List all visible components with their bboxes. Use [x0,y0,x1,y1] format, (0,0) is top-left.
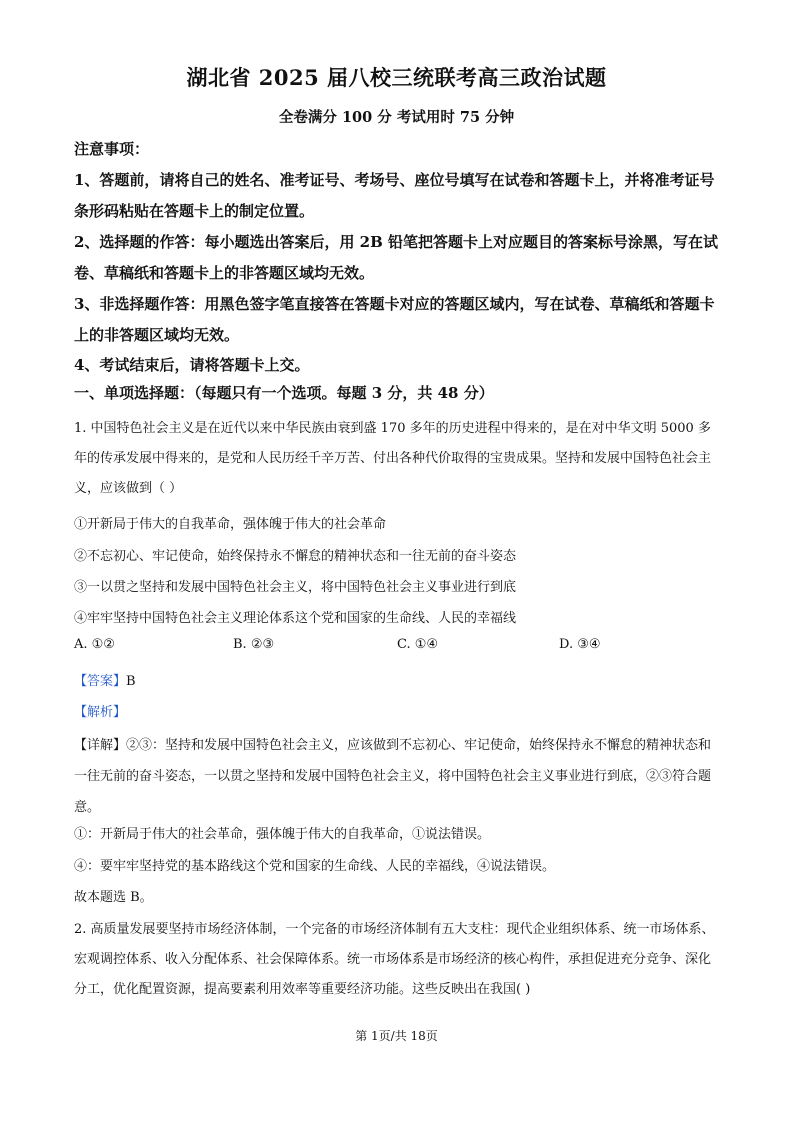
notice-item-3: 3、非选择题作答：用黑色签字笔直接答在答题卡对应的答题区域内，写在试卷、草稿纸和答题卡上的非答题区域均无效。 [74,295,715,344]
page-subtitle: 全卷满分 100 分 考试用时 75 分钟 [278,109,515,126]
answer-line [74,670,136,689]
detail-line-3: 故本题选 B。 [74,890,153,905]
question-1-option-3: ③一以贯之坚持和发展中国特色社会主义，将中国特色社会主义事业进行到底 [74,580,517,595]
page-footer: 第 1页/共 18页 [355,1029,438,1043]
notice-item-2: 2、选择题的作答：每小题选出答案后，用 2B 铅笔把答题卡上对应题目的答案标号涂黑，写在试卷、草稿纸和答题卡上的非答题区域均无效。 [74,233,719,282]
question-1-stem: 1. 中国特色社会主义是在近代以来中华民族由衰到盛 170 多年的历史进程中得来的，是在对中华文明 5000 多年的传承发展中得来的，是党和人民历经千辛万苦、付出各种代价取得的宝贵成果。坚持和发展中国特色社会主义，应该做到（ ） [74,421,712,496]
notice-item-4: 4、考试结束后，请将答题卡上交。 [74,356,310,374]
detail-line-2: ④：要牢牢坚持党的基本路线这个党和国家的生命线、人民的幸福线，④说法错误。 [74,859,556,874]
choice-d: D. ③④ [559,637,601,652]
answer-tag: 【答案】 [74,674,127,689]
detail-paragraph [74,730,724,823]
choice-b: B. ②③ [233,637,275,652]
detail-text: ②③：坚持和发展中国特色社会主义，应该做到不忘初心、牢记使命，始终保持永不懈怠的精神状态和一往无前的奋斗姿态，一以贯之坚持和发展中国特色社会主义，将中国特色社会主义事业进行到底，②③符合题意。 [74,738,712,815]
notice-heading: 注意事项： [74,140,150,158]
answer-value: B [126,674,136,689]
question-1-option-2: ②不忘初心、牢记使命，始终保持永不懈怠的精神状态和一往无前的奋斗姿态 [74,549,517,564]
choice-a: A. ①② [74,637,115,652]
analysis-tag: 【解析】 [74,705,127,720]
page-title: 湖北省 2025 届八校三统联考高三政治试题 [186,65,607,90]
notice-item-1: 1、答题前，请将自己的姓名、准考证号、考场号、座位号填写在试卷和答题卡上，并将准考证号条形码粘贴在答题卡上的制定位置。 [74,171,715,220]
section-heading: 一、单项选择题：（每题只有一个选项。每题 3 分，共 48 分） [74,384,494,402]
question-2-stem: 2. 高质量发展要坚持市场经济体制，一个完备的市场经济体制有五大支柱：现代企业组织体系、统一市场体系、宏观调控体系、收入分配体系、社会保障体系。统一市场体系是市场经济的核心构件，承担促进充分竞争、深化分工，优化配置资源，提高要素利用效率等重要经济功能。这些反映出在我国( ) [74,922,715,997]
question-1-option-1: ①开新局于伟大的自我革命，强体魄于伟大的社会革命 [74,517,387,532]
choice-c: C. ①④ [397,637,439,652]
detail-tag: 【详解】 [74,738,127,753]
detail-line-1: ①：开新局于伟大的社会革命，强体魄于伟大的自我革命，①说法错误。 [74,827,491,842]
question-1-option-4: ④牢牢坚持中国特色社会主义理论体系这个党和国家的生命线、人民的幸福线 [74,611,517,626]
